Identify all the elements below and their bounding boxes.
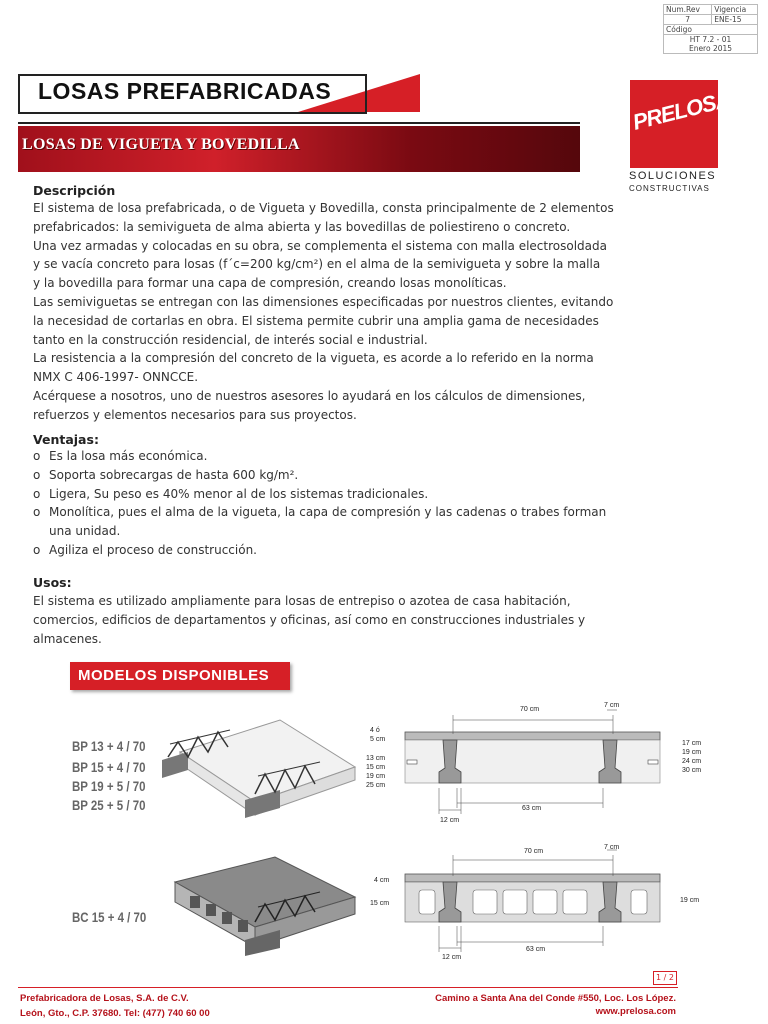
list-item: o Monolítica, pues el alma de la vigueta, la capa de compresión y las cadenas o trabes forman: [33, 503, 633, 522]
bp-dim-left-13: 13 cm: [366, 755, 386, 762]
model-bp15: BP 15 + 4 / 70: [72, 760, 146, 775]
vigencia-label: Vigencia: [712, 5, 758, 15]
descripcion-line: prefabricados: la semivigueta de alma abierta y las bovedillas de poliestireno o concreto.: [33, 219, 571, 234]
fecha-value: Enero 2015: [664, 44, 758, 54]
bp-dim-rib: 7 cm: [604, 702, 620, 709]
descripcion-line: y la bovedilla para formar una capa de compresión, creando losas monolíticas.: [33, 276, 507, 291]
logo-word: PRELOSA: [630, 86, 733, 135]
bc-dim-right: 19 cm: [680, 897, 700, 904]
bc-dim-top: 70 cm: [524, 848, 544, 855]
section-rule: [18, 122, 580, 124]
descripcion-line: Acérquese a nosotros, uno de nuestros asesores lo ayudará en los cálculos de dimensiones,: [33, 388, 586, 403]
ventajas-list: [33, 447, 633, 560]
model-bp25: BP 25 + 5 / 70: [72, 798, 146, 813]
footer-address-right: Camino a Santa Ana del Conde #550, Loc. Los López.: [435, 993, 676, 1004]
prelosa-logo: [630, 80, 733, 168]
bp-dim-left-15: 15 cm: [366, 764, 386, 771]
descripcion-line: y se vacía concreto para losas (f´c=200 kg/cm²) en el alma de la semivigueta y sobre la malla: [33, 257, 601, 272]
num-rev-value: 7: [664, 15, 712, 25]
num-rev-label: Num.Rev: [664, 5, 712, 15]
model-bc15: BC 15 + 4 / 70: [72, 910, 147, 925]
usos-body: [33, 592, 635, 648]
model-bp13: BP 13 + 4 / 70: [72, 739, 146, 754]
bp-dim-right-24: 24 cm: [682, 758, 702, 765]
bp-dim-right-19: 19 cm: [682, 749, 702, 756]
bc-section-drawing: [395, 840, 695, 960]
bc-dim-rib: 7 cm: [604, 844, 620, 851]
section-bar: [18, 126, 580, 172]
bp-section-drawing: [395, 700, 695, 825]
descripcion-line: Una vez armadas y colocadas en su obra, se complementa el sistema con malla electrosoldada: [33, 238, 607, 253]
usos-line: almacenes.: [33, 631, 102, 646]
bullet: o: [33, 542, 41, 557]
bc-slab-illustration: [160, 852, 360, 957]
page-title: LOSAS PREFABRICADAS: [38, 78, 332, 104]
logo-tagline-1: SOLUCIONES: [629, 170, 717, 182]
bc-dim-cap: 4 cm: [374, 877, 390, 884]
bp-dim-left-19: 19 cm: [366, 773, 386, 780]
page-number: 1 / 2: [653, 971, 677, 985]
descripcion-line: refuerzos y elementos necesarios para sus proyectos.: [33, 407, 357, 422]
list-item: o Es la losa más económica.: [33, 447, 633, 466]
codigo-label: Código: [664, 25, 758, 35]
descripcion-line: tanto en la construcción residencial, de interés social e industrial.: [33, 332, 428, 347]
codigo-value: HT 7.2 - 01: [664, 35, 758, 45]
footer-company: Prefabricadora de Losas, S.A. de C.V.: [20, 993, 189, 1004]
title-banner: [18, 74, 403, 112]
footer-divider: [18, 987, 678, 988]
bp-dim-cap-b: 5 cm: [370, 736, 386, 743]
bullet: o: [33, 467, 41, 482]
descripcion-line: El sistema de losa prefabricada, o de Vigueta y Bovedilla, consta principalmente de 2 elementos: [33, 201, 614, 215]
usos-heading: Usos:: [33, 575, 72, 590]
list-item: o Agiliza el proceso de construcción.: [33, 541, 633, 560]
bullet: o: [33, 486, 41, 501]
bp-dim-left-25: 25 cm: [366, 782, 386, 789]
bp-dim-base: 12 cm: [440, 817, 460, 824]
bc-dim-span: 63 cm: [526, 946, 546, 953]
descripcion-line: La resistencia a la compresión del concreto de la vigueta, es acorde a lo referido en la norma: [33, 351, 594, 366]
modelos-disponibles-banner: [70, 662, 290, 690]
logo-tagline-2: CONSTRUCTIVAS: [629, 184, 710, 193]
bp-dim-span: 63 cm: [522, 805, 542, 812]
usos-line: comercios, edificios de departamentos y oficinas, así como en construcciones industriales y: [33, 612, 586, 627]
list-item: o Soporta sobrecargas de hasta 600 kg/m².: [33, 466, 633, 485]
usos-line: El sistema es utilizado ampliamente para losas de entrepiso o azotea de casa habitación,: [33, 594, 571, 608]
descripcion-body: [33, 199, 633, 425]
descripcion-heading: Descripción: [33, 183, 116, 198]
modelos-label: MODELOS DISPONIBLES: [78, 667, 270, 684]
vigencia-value: ENE-15: [712, 15, 758, 25]
ventajas-heading: Ventajas:: [33, 432, 99, 447]
revision-box: [663, 4, 758, 68]
descripcion-line: Las semiviguetas se entregan con las dimensiones especificadas por nuestros clientes, evitando: [33, 294, 614, 309]
list-item: o Ligera, Su peso es 40% menor al de los sistemas tradicionales.: [33, 485, 633, 504]
bp-slab-illustration: [160, 712, 360, 822]
model-bp19: BP 19 + 5 / 70: [72, 779, 146, 794]
bc-dim-left: 15 cm: [370, 900, 390, 907]
bullet: o: [33, 505, 41, 520]
descripcion-line: NMX C 406-1997- ONNCCE.: [33, 370, 199, 385]
bp-dim-right-17: 17 cm: [682, 740, 702, 747]
footer-address-left: León, Gto., C.P. 37680. Tel: (477) 740 60 00: [20, 1008, 210, 1019]
list-item-continuation: una unidad.: [49, 524, 121, 539]
bp-dim-cap-a: 4 ó: [370, 727, 380, 734]
descripcion-line: la necesidad de cortarlas en obra. El sistema permite cubrir una amplia gama de necesidades: [33, 313, 599, 328]
footer-website-link[interactable]: www.prelosa.com: [595, 1006, 676, 1017]
bullet: o: [33, 449, 41, 463]
bp-dim-top: 70 cm: [520, 706, 540, 713]
bc-dim-base: 12 cm: [442, 954, 462, 961]
bp-dim-right-30: 30 cm: [682, 767, 702, 774]
section-title: LOSAS DE VIGUETA Y BOVEDILLA: [22, 136, 300, 153]
